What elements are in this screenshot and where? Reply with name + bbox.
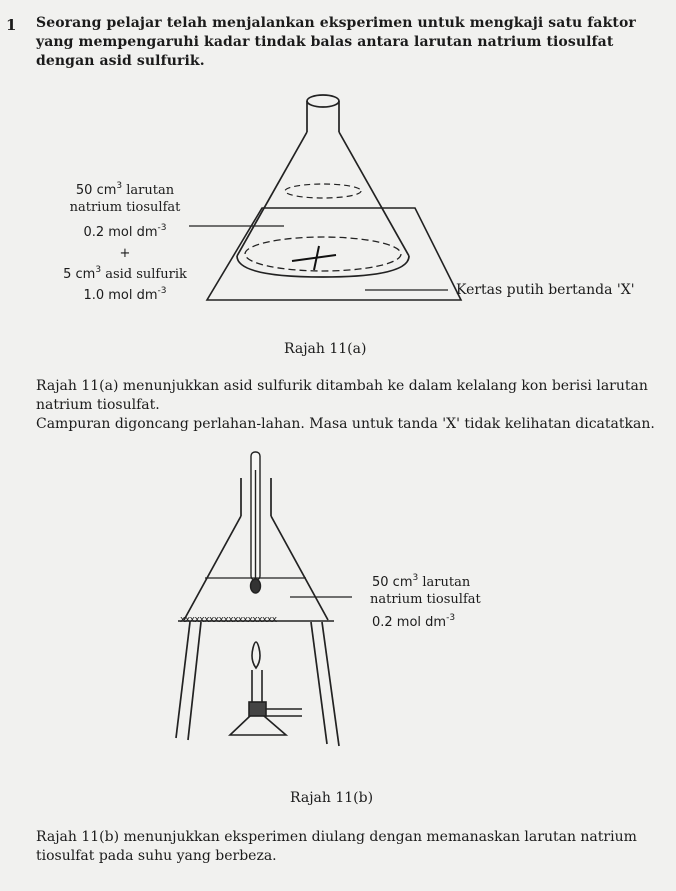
fig-b-caption: Rajah 11(b) <box>290 790 374 806</box>
paragraph-b-line1: Rajah 11(b) menunjukkan eksperimen diulang dengan memanaskan larutan natrium <box>36 829 637 845</box>
fig-a-caption: Rajah 11(a) <box>284 341 367 357</box>
paragraph-a-line2: natrium tiosulfat. <box>36 397 160 413</box>
fig-a-label-block <box>40 178 210 304</box>
paragraph-b-line2: tiosulfat pada suhu yang berbeza. <box>36 848 277 864</box>
paragraph-a-line1: Rajah 11(a) menunjukkan asid sulfurik ditambah ke dalam kelalang kon berisi larutan <box>36 378 648 394</box>
paragraph-a-line3: Campuran digoncang perlahan-lahan. Masa untuk tanda 'X' tidak kelihatan dicatatkan. <box>36 416 655 432</box>
flask-base-a <box>245 237 401 271</box>
question-text: Seorang pelajar telah menjalankan eksperimen untuk mengkaji satu faktor yang mempengaruhi kadar tindak balas antara larutan natrium tiosulfat dengan asid sulfurik. <box>36 15 636 69</box>
fig-b-vol: 50 $cm^3$ larutan <box>372 573 471 590</box>
fig-a-conc2: 1.0 mol $dm^{-3}$ <box>83 286 167 303</box>
fig-a-solution1: natrium tiosulfat <box>69 200 181 215</box>
paragraph-a <box>36 377 666 434</box>
fig-b-label-block <box>372 570 481 631</box>
fig-b-solution: natrium tiosulfat <box>370 592 481 607</box>
gauze-marks: xxxxxxxxxxxxxxxxxxxx <box>180 615 277 625</box>
fig-a-vol2: 5 $cm^3$ asid sulfurik <box>63 265 187 282</box>
fig-a-plus: + <box>119 246 131 261</box>
question-number: 1 <box>6 16 17 34</box>
paragraph-b <box>36 828 666 866</box>
fig-b-conc: 0.2 mol $dm^{-3}$ <box>372 613 456 630</box>
solution-level-a <box>285 184 361 198</box>
fig-a-vol1: 50 $cm^3$ larutan <box>75 181 175 198</box>
fig-a-conc1: 0.2 mol $dm^{-3}$ <box>83 223 167 240</box>
conical-flask-a <box>237 95 409 277</box>
x-mark <box>292 246 336 270</box>
fig-a-paper-label: Kertas putih bertanda 'X' <box>456 282 635 298</box>
white-paper <box>207 208 461 300</box>
